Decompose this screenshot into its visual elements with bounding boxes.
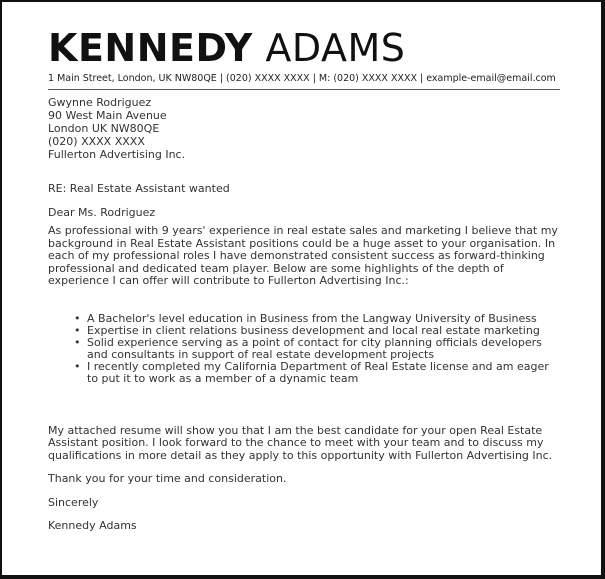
recipient-name: Gwynne Rodriguez	[48, 96, 152, 109]
greeting: Dear Ms. Rodriguez	[48, 205, 156, 219]
cover-letter	[48, 26, 560, 533]
recipient-company: Fullerton Advertising Inc.	[48, 148, 186, 161]
body-paragraph: My attached resume will show you that I am the best candidate for your open Real Estate Assistant position. I look forward to the chance to meet with your team and to discuss my qualifications in more detail as they apply to this opportunity with Fullerton Advertising Inc.	[48, 423, 553, 462]
recipient-city: London UK NW80QE	[48, 122, 160, 135]
signature-name: Kennedy Adams	[48, 519, 137, 532]
bullet-icon: •	[74, 323, 81, 337]
applicant-last-name: ADAMS	[265, 26, 406, 70]
contact-line: 1 Main Street, London, UK NW80QE | (020) XXXX XXXX | M: (020) XXXX XXXX | example-email@email.com	[48, 73, 560, 90]
applicant-name	[48, 26, 560, 70]
highlights-list	[48, 313, 560, 385]
list-item-text: Solid experience serving as a point of contact for city planning officials developers and consultants in support of real estate development projects	[87, 335, 542, 361]
recipient-address	[48, 96, 560, 161]
bullet-icon: •	[74, 359, 81, 373]
recipient-phone: (020) XXXX XXXX	[48, 135, 145, 148]
intro-paragraph: As professional with 9 years' experience in real estate sales and marketing I believe that my background in Real Estate Assistant positions could be a huge asset to your organisation. In each of my professional roles I have demonstrated consistent success as forward-thinking professional and dedicated team player. Below are some highlights of the depth of experience I can offer will contribute to Fullerton Advertising Inc.:	[48, 224, 558, 287]
list-item-text: A Bachelor's level education in Business from the Langway University of Business	[87, 311, 537, 325]
closing-line: Sincerely	[48, 495, 99, 509]
list-item-text: I recently completed my California Department of Real Estate license and am eager to put it to work as a member of a dynamic team	[87, 359, 549, 385]
recipient-street: 90 West Main Avenue	[48, 109, 167, 122]
bullet-icon: •	[74, 311, 81, 325]
bullet-icon: •	[74, 335, 81, 349]
applicant-first-name: KENNEDY	[48, 26, 253, 70]
list-item	[74, 335, 560, 361]
list-item	[74, 359, 560, 385]
list-item-text: Expertise in client relations business development and local real estate marketing	[87, 323, 540, 337]
thanks-line: Thank you for your time and consideration.	[48, 472, 287, 485]
subject-line: RE: Real Estate Assistant wanted	[48, 182, 230, 195]
